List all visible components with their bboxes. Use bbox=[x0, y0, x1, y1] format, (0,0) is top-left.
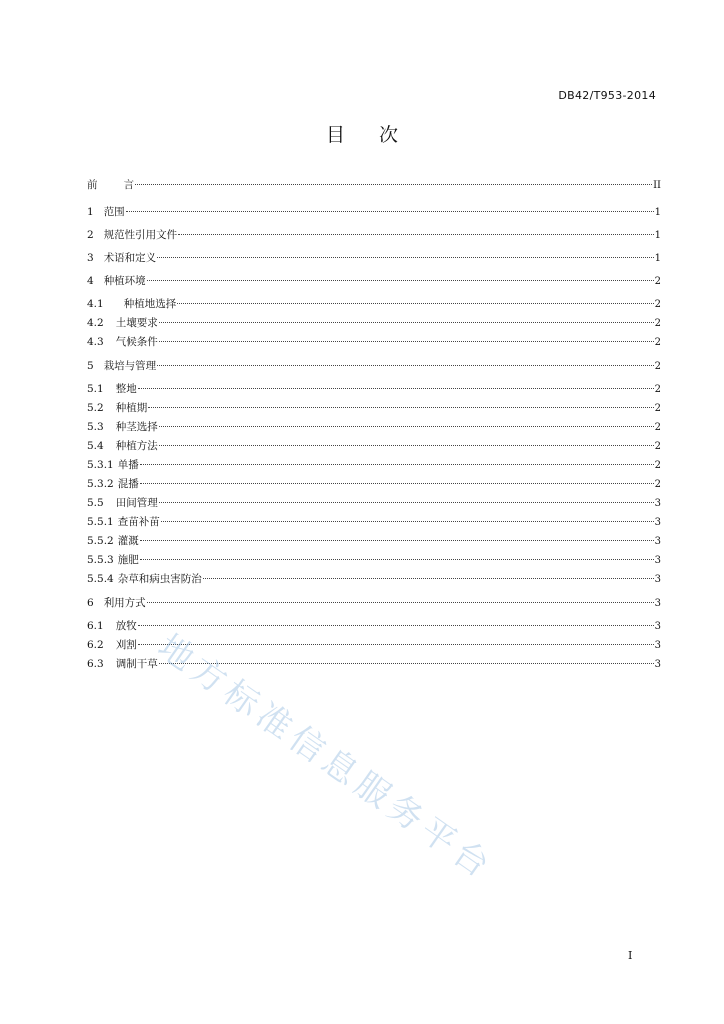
toc-entry-number: 6.1 bbox=[87, 620, 104, 632]
toc-dot-leader bbox=[138, 388, 654, 389]
toc-entry-page: 3 bbox=[654, 621, 661, 632]
toc-entry-label: 气候条件 bbox=[115, 336, 158, 348]
toc-entry[interactable] bbox=[87, 295, 661, 314]
toc-entry-label: 种植期 bbox=[115, 402, 148, 414]
toc-entry[interactable] bbox=[87, 272, 661, 291]
toc-entry-label: 术语和定义 bbox=[103, 252, 157, 264]
toc-entry-page: 3 bbox=[654, 555, 661, 566]
toc-dot-leader bbox=[159, 341, 654, 342]
toc-entry-number: 4.1 bbox=[87, 298, 104, 310]
toc-entry-page: 2 bbox=[654, 361, 661, 372]
toc-entry[interactable] bbox=[87, 551, 661, 570]
toc-entry-number: 5.5.3 bbox=[87, 554, 114, 566]
toc-entry-label: 调制干草 bbox=[115, 658, 158, 670]
toc-entry-label: 栽培与管理 bbox=[103, 360, 157, 372]
toc-entry[interactable] bbox=[87, 176, 661, 195]
toc-entry-page: 3 bbox=[654, 640, 661, 651]
toc-dot-leader bbox=[147, 602, 654, 603]
toc-dot-leader bbox=[140, 464, 654, 465]
toc-dot-leader bbox=[177, 303, 653, 304]
toc-entry[interactable] bbox=[87, 333, 661, 352]
toc-entry-page: II bbox=[653, 180, 661, 191]
toc-entry-page: 2 bbox=[654, 422, 661, 433]
toc-dot-leader bbox=[157, 257, 653, 258]
toc-entry-number: 6.2 bbox=[87, 639, 104, 651]
toc-dot-leader bbox=[157, 365, 653, 366]
toc-entry-page: 2 bbox=[654, 460, 661, 471]
toc-entry[interactable] bbox=[87, 570, 661, 589]
toc-entry-number: 5.1 bbox=[87, 383, 104, 395]
toc-entry-number: 5.4 bbox=[87, 440, 104, 452]
toc-entry-number: 5.5.2 bbox=[87, 535, 114, 547]
toc-entry-label: 灌溉 bbox=[117, 535, 139, 547]
toc-dot-leader bbox=[159, 445, 654, 446]
toc-entry[interactable] bbox=[87, 399, 661, 418]
standard-code: DB42/T953-2014 bbox=[558, 89, 656, 102]
toc-entry-page: 2 bbox=[654, 299, 661, 310]
toc-dot-leader bbox=[147, 280, 654, 281]
toc-entry-page: 3 bbox=[654, 659, 661, 670]
toc-entry-number: 5.3 bbox=[87, 421, 104, 433]
toc-entry[interactable] bbox=[87, 203, 661, 222]
toc-dot-leader bbox=[126, 211, 654, 212]
toc-entry[interactable] bbox=[87, 475, 661, 494]
toc-entry-page: 2 bbox=[654, 403, 661, 414]
toc-entry-number: 6 bbox=[87, 597, 94, 609]
toc-entry-number: 4.2 bbox=[87, 317, 104, 329]
toc-entry-label: 整地 bbox=[115, 383, 137, 395]
toc-entry[interactable] bbox=[87, 418, 661, 437]
toc-entry-number: 5.5.1 bbox=[87, 516, 114, 528]
toc-entry-number: 4.3 bbox=[87, 336, 104, 348]
toc-entry[interactable] bbox=[87, 532, 661, 551]
toc-entry-label: 言 bbox=[123, 179, 134, 191]
toc-entry-page: 2 bbox=[654, 276, 661, 287]
toc-entry-number: 6.3 bbox=[87, 658, 104, 670]
toc-entry-number: 5.2 bbox=[87, 402, 104, 414]
toc-entry-page: 2 bbox=[654, 441, 661, 452]
toc-entry-page: 2 bbox=[654, 318, 661, 329]
toc-entry-number: 3 bbox=[87, 252, 94, 264]
toc-entry-page: 3 bbox=[654, 536, 661, 547]
toc-dot-leader bbox=[159, 322, 654, 323]
toc-entry-number: 前 bbox=[87, 179, 98, 191]
toc-entry-label: 施肥 bbox=[117, 554, 139, 566]
toc-entry-label: 种茎选择 bbox=[115, 421, 158, 433]
toc-entry-label: 放牧 bbox=[115, 620, 137, 632]
toc-entry[interactable] bbox=[87, 513, 661, 532]
toc-entry-number: 2 bbox=[87, 229, 94, 241]
toc-entry[interactable] bbox=[87, 594, 661, 613]
toc-entry-page: 3 bbox=[654, 498, 661, 509]
toc-dot-leader bbox=[159, 426, 654, 427]
toc-entry-page: 2 bbox=[654, 479, 661, 490]
toc-dot-leader bbox=[203, 578, 654, 579]
toc-dot-leader bbox=[159, 502, 654, 503]
table-of-contents bbox=[87, 176, 661, 674]
toc-entry-number: 5.5.4 bbox=[87, 573, 114, 585]
toc-entry-page: 3 bbox=[654, 574, 661, 585]
toc-entry-page: 1 bbox=[654, 207, 661, 218]
toc-entry[interactable] bbox=[87, 249, 661, 268]
toc-entry-label: 规范性引用文件 bbox=[103, 229, 178, 241]
toc-entry[interactable] bbox=[87, 226, 661, 245]
toc-entry[interactable] bbox=[87, 437, 661, 456]
toc-entry[interactable] bbox=[87, 380, 661, 399]
toc-entry-label: 杂草和病虫害防治 bbox=[117, 573, 202, 585]
toc-entry-page: 1 bbox=[654, 253, 661, 264]
watermark: 地方标准信息服务平台 bbox=[150, 626, 502, 889]
toc-entry-number: 5.3.1 bbox=[87, 459, 114, 471]
toc-entry[interactable] bbox=[87, 494, 661, 513]
toc-dot-leader bbox=[140, 559, 654, 560]
toc-entry-label: 种植地选择 bbox=[123, 298, 177, 310]
toc-entry-label: 查苗补苗 bbox=[117, 516, 160, 528]
toc-entry-number: 1 bbox=[87, 206, 94, 218]
toc-entry-page: 2 bbox=[654, 384, 661, 395]
page-number: I bbox=[628, 949, 633, 962]
toc-entry-label: 混播 bbox=[117, 478, 139, 490]
toc-dot-leader bbox=[161, 521, 654, 522]
toc-entry[interactable] bbox=[87, 456, 661, 475]
toc-entry-number: 5 bbox=[87, 360, 94, 372]
toc-entry-page: 3 bbox=[654, 517, 661, 528]
toc-entry-page: 1 bbox=[654, 230, 661, 241]
toc-dot-leader bbox=[178, 234, 653, 235]
toc-entry[interactable] bbox=[87, 357, 661, 376]
toc-dot-leader bbox=[138, 644, 654, 645]
toc-entry-page: 2 bbox=[654, 337, 661, 348]
toc-dot-leader bbox=[140, 483, 654, 484]
toc-entry-page: 3 bbox=[654, 598, 661, 609]
toc-entry-number: 5.3.2 bbox=[87, 478, 114, 490]
toc-entry-label: 土壤要求 bbox=[115, 317, 158, 329]
toc-entry-label: 范围 bbox=[103, 206, 125, 218]
toc-entry-label: 刈割 bbox=[115, 639, 137, 651]
toc-dot-leader bbox=[138, 625, 654, 626]
toc-entry-number: 5.5 bbox=[87, 497, 104, 509]
toc-dot-leader bbox=[135, 184, 652, 185]
toc-entry-label: 利用方式 bbox=[103, 597, 146, 609]
toc-entry-number: 4 bbox=[87, 275, 94, 287]
toc-entry-label: 单播 bbox=[117, 459, 139, 471]
toc-dot-leader bbox=[148, 407, 653, 408]
toc-dot-leader bbox=[140, 540, 654, 541]
page-title: 目次 bbox=[325, 124, 432, 146]
toc-entry-label: 田间管理 bbox=[115, 497, 158, 509]
toc-entry[interactable] bbox=[87, 314, 661, 333]
toc-entry-label: 种植方法 bbox=[115, 440, 158, 452]
toc-entry-label: 种植环境 bbox=[103, 275, 146, 287]
